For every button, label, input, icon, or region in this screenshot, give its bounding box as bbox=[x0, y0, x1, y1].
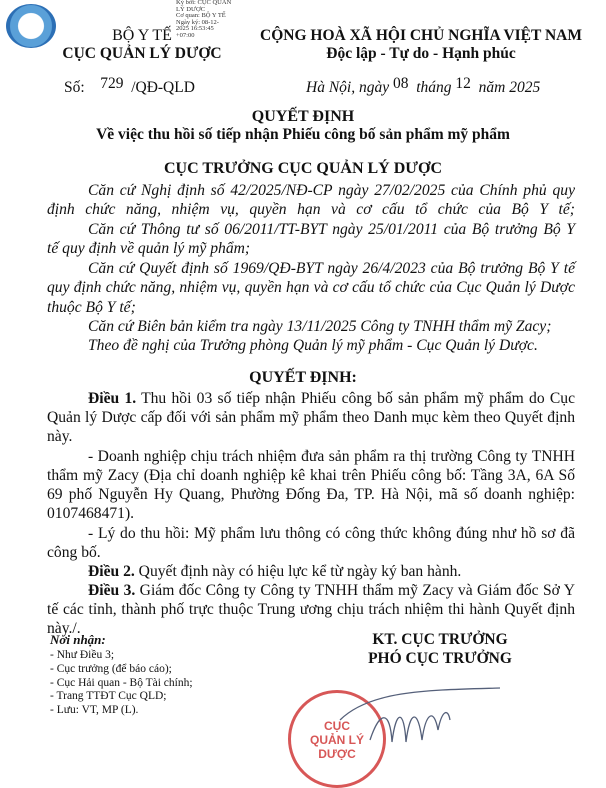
issue-date bbox=[306, 75, 541, 97]
preamble-line: Theo đề nghị của Trưởng phòng Quản lý mỹ phẩm - Cục Quản lý Dược. bbox=[88, 337, 538, 354]
document-number bbox=[64, 75, 195, 97]
article-1-line: - Lý do thu hồi: Mỹ phẩm lưu thông có công thức không đúng như hồ sơ đã bbox=[88, 525, 575, 542]
article-text: Thu hồi 03 số tiếp nhận Phiếu công bố sản phẩm mỹ phẩm do Cục bbox=[136, 390, 575, 407]
preamble-line: Căn cứ Quyết định số 1969/QĐ-BYT ngày 26/4/2023 của Bộ trưởng Bộ Y tế bbox=[88, 260, 575, 277]
article-text: Giám đốc Công ty Công ty TNHH thẩm mỹ Zacy và Giám đốc Sở Y bbox=[135, 582, 575, 599]
date-day: 08 bbox=[392, 75, 409, 92]
document-subtitle: Về việc thu hồi số tiếp nhận Phiếu công bố sản phẩm mỹ phẩm bbox=[96, 126, 510, 143]
ministry-name: BỘ Y TẾ bbox=[112, 27, 172, 44]
recipient-item: - Lưu: VT, MP (L). bbox=[50, 704, 139, 716]
recipient-item: - Cục Hải quan - Bộ Tài chính; bbox=[50, 677, 193, 689]
decision-heading: QUYẾT ĐỊNH: bbox=[249, 369, 357, 386]
sig-line: +07:00 bbox=[176, 31, 195, 39]
year-label: năm 2025 bbox=[478, 79, 541, 96]
article-3-line: này./. bbox=[47, 620, 81, 637]
ministry-emblem-icon bbox=[6, 4, 56, 48]
article-1-line bbox=[88, 389, 575, 408]
article-3-line bbox=[88, 581, 575, 600]
preamble-line: thuộc Bộ Y tế; bbox=[47, 299, 136, 316]
article-2-label: Điều 2. bbox=[88, 563, 135, 580]
preamble-line: Căn cứ Thông tư số 06/2011/TT-BYT ngày 25/01/2011 của Bộ trưởng Bộ Y bbox=[88, 221, 575, 238]
article-1-line: 69 phố Nguyễn Hy Quang, Phường Đống Đa, TP. Hà Nội, mã số doanh nghiệp: bbox=[47, 486, 575, 503]
preamble-line: Căn cứ Nghị định số 42/2025/NĐ-CP ngày 27/02/2025 của Chính phủ quy bbox=[88, 182, 575, 199]
sig-line: Cơ quan: BỘ Y TẾ bbox=[176, 12, 226, 20]
document-title: QUYẾT ĐỊNH bbox=[251, 108, 355, 125]
sig-line: 2025 16:53:45 bbox=[176, 25, 214, 33]
number-suffix: /QĐ-QLD bbox=[131, 79, 195, 96]
month-label: tháng bbox=[416, 79, 452, 96]
sig-line: LÝ DƯỢC bbox=[176, 5, 206, 13]
authority-heading: CỤC TRƯỞNG CỤC QUẢN LÝ DƯỢC bbox=[163, 160, 443, 177]
article-1-label: Điều 1. bbox=[88, 390, 137, 407]
seal-text: CỤC bbox=[324, 719, 350, 733]
sig-line: Ngày ký: 08-12- bbox=[176, 18, 219, 26]
article-1-line: Quản lý Dược cấp đối với sản phẩm mỹ phẩm theo Danh mục kèm theo Quyết định bbox=[47, 409, 575, 426]
date-month: 12 bbox=[455, 75, 471, 92]
recipients-label: Nơi nhận: bbox=[50, 632, 106, 647]
recipient-item: - Trang TTĐT Cục QLD; bbox=[50, 690, 167, 702]
article-3-line: tế các tỉnh, thành phố trực thuộc Trung ương chịu trách nhiệm thi hành Quyết định bbox=[47, 601, 575, 618]
article-text: Quyết định này có hiệu lực kể từ ngày ký ban hành. bbox=[134, 563, 462, 580]
motto: Độc lập - Tự do - Hạnh phúc bbox=[326, 45, 516, 62]
preamble-line: tế quy định về quản lý mỹ phẩm; bbox=[47, 240, 251, 257]
handwritten-signature bbox=[330, 680, 510, 748]
preamble-line: Căn cứ Biên bản kiểm tra ngày 13/11/2025 Công ty TNHH thẩm mỹ Zacy; bbox=[88, 318, 552, 335]
article-1-line: 0107468471). bbox=[47, 505, 135, 522]
date-prefix: Hà Nội, ngày bbox=[306, 79, 390, 96]
seal-text: DƯỢC bbox=[318, 747, 356, 761]
agency-name: CỤC QUẢN LÝ DƯỢC bbox=[62, 45, 222, 62]
sig-line: Ký bởi: CỤC QUẢN bbox=[176, 0, 232, 6]
recipient-item: - Cục trưởng (để báo cáo); bbox=[50, 663, 172, 675]
number-value: 729 bbox=[100, 75, 124, 92]
number-label: Số: bbox=[64, 79, 85, 96]
article-1-line: công bố. bbox=[47, 544, 101, 561]
recipient-item: - Như Điều 3; bbox=[50, 649, 115, 661]
preamble-line: định chức năng, nhiệm vụ, quyền hạn và cơ cấu tổ chức của Bộ Y tế; bbox=[47, 201, 575, 218]
nation-heading: CỘNG HOÀ XÃ HỘI CHỦ NGHĨA VIỆT NAM bbox=[260, 27, 582, 44]
preamble-line: quy định chức năng, nhiệm vụ, quyền hạn và cơ cấu tổ chức của Cục Quản lý Dược bbox=[47, 279, 575, 296]
signer-title-1: KT. CỤC TRƯỞNG bbox=[372, 631, 508, 648]
article-1-line: này. bbox=[47, 428, 73, 445]
article-2-line bbox=[88, 562, 575, 581]
seal-text: QUẢN LÝ bbox=[310, 733, 364, 747]
article-1-line: thẩm mỹ Zacy (Địa chỉ doanh nghiệp kê khai trên Phiếu công bố: Tầng 3A, 6A Số bbox=[47, 467, 575, 484]
signer-title-2: PHÓ CỤC TRƯỞNG bbox=[368, 650, 512, 667]
article-1-line: - Doanh nghiệp chịu trách nhiệm đưa sản phẩm ra thị trường Công ty TNHH bbox=[88, 448, 575, 465]
article-3-label: Điều 3. bbox=[88, 582, 136, 599]
